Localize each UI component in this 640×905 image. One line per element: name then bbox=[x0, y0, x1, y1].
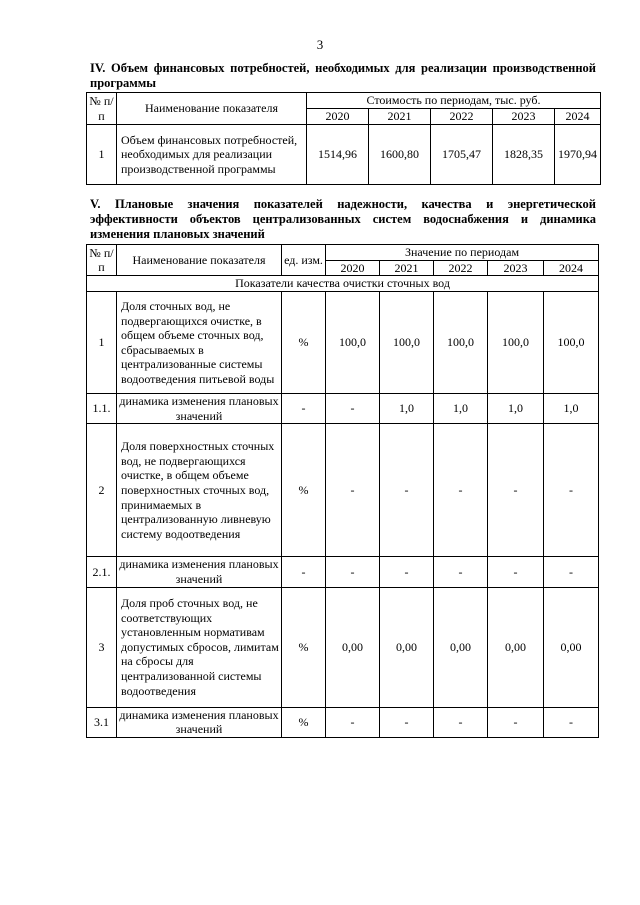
group-title: Показатели качества очистки сточных вод bbox=[87, 276, 599, 292]
row-name: динамика изменения плановых значений bbox=[117, 557, 282, 587]
header-num: № п/п bbox=[87, 93, 117, 125]
value-cell: - bbox=[434, 707, 488, 737]
row-name: динамика изменения плановых значений bbox=[117, 394, 282, 424]
value-cell: - bbox=[544, 707, 599, 737]
value-cell: 0,00 bbox=[488, 587, 544, 707]
row-unit: % bbox=[282, 292, 326, 394]
quality-indicators-table bbox=[86, 244, 599, 738]
value-cell: 0,00 bbox=[544, 587, 599, 707]
table-row bbox=[87, 557, 599, 587]
value-cell: - bbox=[488, 557, 544, 587]
header-num: № п/п bbox=[87, 245, 117, 276]
value-cell: 1705,47 bbox=[431, 125, 493, 185]
row-num: 1 bbox=[87, 125, 117, 185]
financial-needs-table bbox=[86, 92, 601, 185]
value-cell: - bbox=[326, 707, 380, 737]
row-num: 3.1 bbox=[87, 707, 117, 737]
row-unit: % bbox=[282, 424, 326, 557]
row-name: Доля поверхностных сточных вод, не подвергающихся очистке, в общем объеме поверхностных сточных вод, принимаемых в централизованную ливневую систему водоотведения bbox=[117, 424, 282, 557]
value-cell: 100,0 bbox=[434, 292, 488, 394]
value-cell: 1,0 bbox=[544, 394, 599, 424]
header-unit: ед. изм. bbox=[282, 245, 326, 276]
value-cell: - bbox=[544, 424, 599, 557]
row-name: Доля сточных вод, не подвергающихся очистке, в общем объеме сточных вод, сбрасываемых в централизованные системы водоотведения питьевой воды bbox=[117, 292, 282, 394]
value-cell: 100,0 bbox=[380, 292, 434, 394]
year-cell: 2024 bbox=[555, 109, 601, 125]
row-num: 2.1. bbox=[87, 557, 117, 587]
table-row bbox=[87, 125, 601, 185]
row-unit: - bbox=[282, 394, 326, 424]
value-cell: 100,0 bbox=[488, 292, 544, 394]
year-cell: 2023 bbox=[488, 260, 544, 276]
year-cell: 2023 bbox=[493, 109, 555, 125]
header-name: Наименование показателя bbox=[117, 93, 307, 125]
value-cell: 0,00 bbox=[380, 587, 434, 707]
value-cell: - bbox=[380, 557, 434, 587]
value-cell: - bbox=[380, 424, 434, 557]
page-number: 3 bbox=[316, 37, 324, 52]
value-cell: 1828,35 bbox=[493, 125, 555, 185]
value-cell: 100,0 bbox=[326, 292, 380, 394]
header-cost: Стоимость по периодам, тыс. руб. bbox=[307, 93, 601, 109]
year-cell: 2022 bbox=[431, 109, 493, 125]
row-num: 3 bbox=[87, 587, 117, 707]
row-num: 1 bbox=[87, 292, 117, 394]
value-cell: - bbox=[326, 394, 380, 424]
section-4-heading: IV. Объем финансовых потребностей, необходимых для реализации производственной программы bbox=[90, 61, 596, 90]
table-row bbox=[87, 292, 599, 394]
value-cell: 0,00 bbox=[326, 587, 380, 707]
year-cell: 2020 bbox=[326, 260, 380, 276]
value-cell: 1,0 bbox=[488, 394, 544, 424]
header-values: Значение по периодам bbox=[326, 245, 599, 261]
year-cell: 2024 bbox=[544, 260, 599, 276]
value-cell: - bbox=[380, 707, 434, 737]
section-5-heading: V. Плановые значения показателей надежности, качества и энергетической эффективности объектов централизованных систем водоснабжения и динамика изменения плановых значений bbox=[90, 197, 596, 241]
table-row bbox=[87, 587, 599, 707]
year-cell: 2021 bbox=[380, 260, 434, 276]
row-num: 2 bbox=[87, 424, 117, 557]
value-cell: 1,0 bbox=[380, 394, 434, 424]
row-name: Доля проб сточных вод, не соответствующих установленным нормативам допустимых сбросов, лимитам на сбросы для централизованной системы водоотведения bbox=[117, 587, 282, 707]
row-unit: - bbox=[282, 557, 326, 587]
row-unit: % bbox=[282, 587, 326, 707]
value-cell: 1514,96 bbox=[307, 125, 369, 185]
value-cell: - bbox=[326, 424, 380, 557]
table-row bbox=[87, 707, 599, 737]
table-row bbox=[87, 424, 599, 557]
value-cell: - bbox=[544, 557, 599, 587]
row-name: Объем финансовых потребностей, необходимых для реализации производственной программы bbox=[117, 125, 307, 185]
value-cell: 0,00 bbox=[434, 587, 488, 707]
value-cell: 100,0 bbox=[544, 292, 599, 394]
row-num: 1.1. bbox=[87, 394, 117, 424]
table-row bbox=[87, 394, 599, 424]
group-title-row bbox=[87, 276, 599, 292]
year-cell: 2022 bbox=[434, 260, 488, 276]
value-cell: - bbox=[434, 557, 488, 587]
table-header-row bbox=[87, 245, 599, 261]
value-cell: - bbox=[488, 707, 544, 737]
year-cell: 2021 bbox=[369, 109, 431, 125]
value-cell: 1970,94 bbox=[555, 125, 601, 185]
year-cell: 2020 bbox=[307, 109, 369, 125]
value-cell: - bbox=[434, 424, 488, 557]
value-cell: 1600,80 bbox=[369, 125, 431, 185]
row-unit: % bbox=[282, 707, 326, 737]
value-cell: - bbox=[488, 424, 544, 557]
row-name: динамика изменения плановых значений bbox=[117, 707, 282, 737]
header-name: Наименование показателя bbox=[117, 245, 282, 276]
value-cell: - bbox=[326, 557, 380, 587]
table-header-row bbox=[87, 93, 601, 109]
value-cell: 1,0 bbox=[434, 394, 488, 424]
